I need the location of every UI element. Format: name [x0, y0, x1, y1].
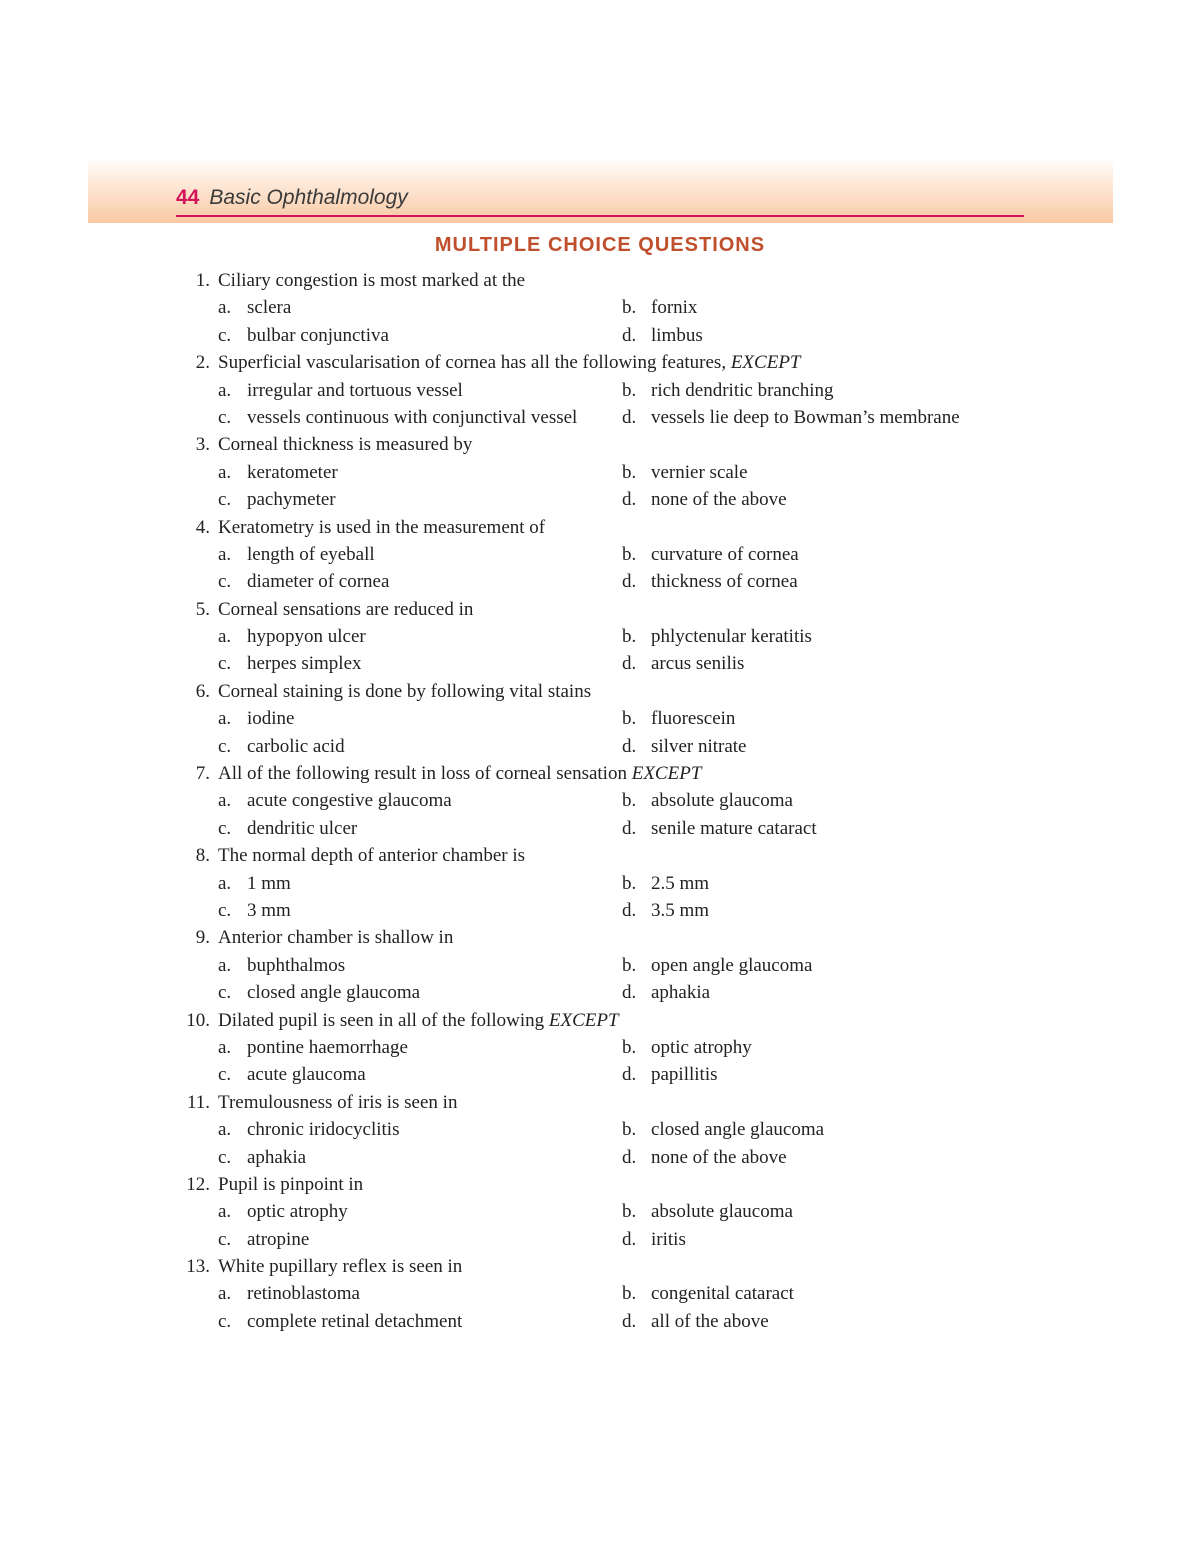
option-text: open angle glaucoma [651, 954, 813, 976]
option-text: absolute glaucoma [651, 1201, 793, 1223]
option-letter: c. [218, 1064, 232, 1086]
option-row [0, 294, 1200, 321]
question-stem [0, 431, 1200, 458]
option-row [0, 1226, 1200, 1253]
question-text [218, 267, 525, 294]
answer-option [218, 1280, 360, 1307]
option-row [0, 897, 1200, 924]
question-stem [0, 924, 1200, 951]
option-letter: c. [218, 982, 232, 1004]
option-text: none of the above [651, 489, 787, 511]
answer-option [218, 459, 338, 486]
answer-option [622, 404, 960, 431]
option-letter: b. [622, 1036, 637, 1058]
question-text [218, 678, 591, 705]
option-text: keratometer [247, 461, 338, 483]
option-letter: d. [622, 735, 637, 757]
option-text: arcus senilis [651, 653, 745, 675]
option-row [0, 1116, 1200, 1143]
option-letter: c. [218, 406, 232, 428]
option-letter: b. [622, 708, 637, 730]
option-letter: b. [622, 1201, 637, 1223]
answer-option [622, 897, 709, 924]
answer-option [218, 1308, 462, 1335]
answer-option [622, 952, 812, 979]
question-stem [0, 678, 1200, 705]
option-letter: c. [218, 1228, 232, 1250]
option-text: silver nitrate [651, 735, 747, 757]
option-letter: a. [218, 708, 232, 730]
answer-option [218, 377, 463, 404]
option-letter: d. [622, 1146, 637, 1168]
option-letter: b. [622, 297, 637, 319]
question-number: 10. [186, 1009, 210, 1031]
question-number: 7. [195, 763, 210, 785]
option-text: closed angle glaucoma [247, 982, 421, 1004]
option-text: optic atrophy [247, 1201, 348, 1223]
question-text-body: The normal depth of anterior chamber is [218, 845, 526, 867]
answer-option [218, 650, 362, 677]
question-number: 8. [195, 845, 210, 867]
answer-option [218, 1144, 306, 1171]
option-letter: a. [218, 543, 232, 565]
option-text: phlyctenular keratitis [651, 626, 812, 648]
option-text: congenital cataract [651, 1283, 794, 1305]
option-row [0, 404, 1200, 431]
option-text: 3.5 mm [651, 899, 710, 921]
question-number: 2. [195, 352, 210, 374]
option-row [0, 815, 1200, 842]
option-text: papillitis [651, 1064, 718, 1086]
answer-option [622, 650, 744, 677]
question-stem [0, 1253, 1200, 1280]
option-text: none of the above [651, 1146, 787, 1168]
option-letter: a. [218, 872, 232, 894]
option-text: 2.5 mm [651, 872, 710, 894]
section-title: MULTIPLE CHOICE QUESTIONS [434, 234, 766, 256]
option-letter: c. [218, 653, 232, 675]
question-text-body: Ciliary congestion is most marked at the [218, 270, 526, 291]
question-stem [0, 514, 1200, 541]
answer-option [622, 322, 703, 349]
option-text: curvature of cornea [651, 543, 799, 565]
answer-option [218, 486, 336, 513]
option-letter: d. [622, 1064, 637, 1086]
question-list [0, 267, 1200, 1335]
answer-option [218, 623, 366, 650]
question-stem [0, 349, 1200, 376]
answer-option [218, 733, 345, 760]
question-stem [0, 596, 1200, 623]
option-row [0, 623, 1200, 650]
option-letter: c. [218, 1146, 232, 1168]
answer-option [218, 322, 389, 349]
question-number: 4. [195, 516, 210, 538]
answer-option [622, 1061, 718, 1088]
answer-option [218, 787, 452, 814]
answer-option [218, 815, 357, 842]
option-text: vessels continuous with conjunctival vessel [247, 406, 578, 428]
option-row [0, 541, 1200, 568]
option-letter: a. [218, 461, 232, 483]
question-number: 6. [195, 680, 210, 702]
book-title: Basic Ophthalmology [209, 186, 408, 209]
answer-option [622, 1308, 769, 1335]
question-text [218, 842, 525, 869]
option-letter: a. [218, 1201, 232, 1223]
option-row [0, 459, 1200, 486]
question-number: 1. [195, 270, 210, 291]
answer-option [622, 815, 817, 842]
question-text [218, 431, 472, 458]
answer-option [622, 623, 812, 650]
answer-option [622, 1144, 787, 1171]
question-text [218, 760, 701, 787]
answer-option [622, 870, 709, 897]
option-letter: d. [622, 1228, 637, 1250]
option-letter: d. [622, 899, 637, 921]
option-row [0, 1144, 1200, 1171]
option-letter: d. [622, 489, 637, 511]
question-text-body: Corneal thickness is measured by [218, 434, 473, 456]
option-letter: b. [622, 1119, 637, 1141]
question-stem [0, 267, 1200, 294]
question-text [218, 1171, 363, 1198]
option-letter: b. [622, 954, 637, 976]
answer-option [218, 294, 291, 321]
question-text [218, 1089, 457, 1116]
option-text: aphakia [651, 982, 711, 1004]
option-letter: d. [622, 1310, 637, 1332]
option-text: optic atrophy [651, 1036, 752, 1058]
option-text: carbolic acid [247, 735, 345, 757]
question-text-body: White pupillary reflex is seen in [218, 1256, 463, 1278]
option-row [0, 1198, 1200, 1225]
option-text: buphthalmos [247, 954, 346, 976]
option-letter: d. [622, 982, 637, 1004]
option-row [0, 1280, 1200, 1307]
option-text: acute congestive glaucoma [247, 790, 452, 812]
question-text [218, 596, 473, 623]
option-text: irregular and tortuous vessel [247, 379, 463, 401]
option-text: limbus [651, 324, 703, 346]
option-letter: d. [622, 571, 637, 593]
option-letter: a. [218, 954, 232, 976]
option-row [0, 1034, 1200, 1061]
question-number: 11. [186, 1091, 210, 1113]
answer-option [622, 486, 787, 513]
answer-option [218, 568, 389, 595]
option-text: vessels lie deep to Bowman’s membrane [651, 406, 960, 428]
option-row [0, 650, 1200, 677]
question-emphasis: EXCEPT [631, 763, 702, 785]
answer-option [218, 404, 577, 431]
option-text: pontine haemorrhage [247, 1036, 408, 1058]
question-number: 9. [195, 927, 210, 949]
option-letter: c. [218, 735, 232, 757]
option-row [0, 1061, 1200, 1088]
option-letter: b. [622, 626, 637, 648]
option-row [0, 787, 1200, 814]
option-letter: b. [622, 872, 637, 894]
option-letter: a. [218, 297, 232, 319]
header-rule [176, 215, 1024, 217]
option-text: fluorescein [651, 708, 736, 730]
option-text: iritis [651, 1228, 686, 1250]
answer-option [218, 979, 420, 1006]
option-letter: c. [218, 324, 232, 346]
answer-option [218, 1198, 348, 1225]
question-stem [0, 1171, 1200, 1198]
question-emphasis: EXCEPT [548, 1009, 619, 1031]
page-number: 44 [176, 186, 200, 209]
option-letter: c. [218, 571, 232, 593]
answer-option [218, 1034, 408, 1061]
option-text: closed angle glaucoma [651, 1119, 825, 1141]
option-letter: c. [218, 1310, 232, 1332]
option-letter: c. [218, 817, 232, 839]
option-row [0, 705, 1200, 732]
option-letter: a. [218, 790, 232, 812]
option-row [0, 1308, 1200, 1335]
answer-option [622, 1280, 794, 1307]
option-letter: b. [622, 1283, 637, 1305]
option-letter: d. [622, 406, 637, 428]
option-row [0, 322, 1200, 349]
running-head [176, 186, 408, 210]
option-letter: d. [622, 653, 637, 675]
option-text: 1 mm [247, 872, 291, 894]
question-text-body: All of the following result in loss of corneal sensation [218, 763, 632, 785]
option-text: hypopyon ulcer [247, 626, 366, 648]
option-row [0, 568, 1200, 595]
answer-option [622, 1034, 752, 1061]
option-text: herpes simplex [247, 653, 362, 675]
question-number: 5. [195, 598, 210, 620]
option-text: diameter of cornea [247, 571, 390, 593]
option-row [0, 377, 1200, 404]
question-text-body: Anterior chamber is shallow in [218, 927, 454, 949]
option-text: aphakia [247, 1146, 307, 1168]
answer-option [622, 1116, 824, 1143]
question-emphasis: EXCEPT [730, 352, 801, 374]
option-row [0, 733, 1200, 760]
option-letter: d. [622, 324, 637, 346]
option-text: thickness of cornea [651, 571, 798, 593]
answer-option [218, 1226, 309, 1253]
answer-option [218, 952, 345, 979]
option-text: absolute glaucoma [651, 790, 793, 812]
option-letter: a. [218, 626, 232, 648]
answer-option [622, 294, 697, 321]
option-row [0, 870, 1200, 897]
option-letter: b. [622, 790, 637, 812]
question-text [218, 1007, 619, 1034]
question-number: 12. [186, 1173, 210, 1195]
question-text-body: Corneal sensations are reduced in [218, 598, 474, 620]
answer-option [622, 377, 834, 404]
question-text-body: Keratometry is used in the measurement of [218, 516, 546, 538]
option-text: iodine [247, 708, 295, 730]
answer-option [218, 1116, 399, 1143]
question-stem [0, 842, 1200, 869]
option-letter: a. [218, 1119, 232, 1141]
option-text: rich dendritic branching [651, 379, 834, 401]
option-letter: b. [622, 379, 637, 401]
answer-option [622, 705, 735, 732]
question-text-body: Superficial vascularisation of cornea has all the following features, [218, 352, 731, 374]
option-text: complete retinal detachment [247, 1310, 463, 1332]
answer-option [218, 870, 291, 897]
option-letter: b. [622, 543, 637, 565]
answer-option [622, 733, 747, 760]
option-text: dendritic ulcer [247, 817, 358, 839]
option-row [0, 979, 1200, 1006]
answer-option [622, 459, 748, 486]
option-text: acute glaucoma [247, 1064, 366, 1086]
question-text [218, 349, 801, 376]
question-text [218, 1253, 462, 1280]
question-text [218, 514, 545, 541]
answer-option [218, 541, 375, 568]
option-letter: a. [218, 379, 232, 401]
option-row [0, 486, 1200, 513]
answer-option [622, 979, 710, 1006]
option-text: 3 mm [247, 899, 291, 921]
option-text: vernier scale [651, 461, 748, 483]
question-stem [0, 1089, 1200, 1116]
question-text-body: Tremulousness of iris is seen in [218, 1091, 458, 1113]
option-letter: c. [218, 489, 232, 511]
option-row [0, 952, 1200, 979]
question-text-body: Dilated pupil is seen in all of the following [218, 1009, 549, 1031]
answer-option [622, 568, 798, 595]
option-text: length of eyeball [247, 543, 375, 565]
answer-option [218, 1061, 366, 1088]
question-number: 3. [195, 434, 210, 456]
answer-option [622, 1226, 686, 1253]
option-letter: a. [218, 1283, 232, 1305]
option-text: fornix [651, 297, 698, 319]
question-text-body: Pupil is pinpoint in [218, 1173, 364, 1195]
answer-option [218, 705, 295, 732]
question-number: 13. [186, 1256, 210, 1278]
option-text: atropine [247, 1228, 310, 1250]
answer-option [622, 541, 799, 568]
option-text: bulbar conjunctiva [247, 324, 389, 346]
option-text: pachymeter [247, 489, 336, 511]
option-text: retinoblastoma [247, 1283, 360, 1305]
answer-option [622, 787, 793, 814]
option-letter: b. [622, 461, 637, 483]
option-text: sclera [247, 297, 292, 319]
answer-option [218, 897, 291, 924]
option-text: all of the above [651, 1310, 769, 1332]
question-stem [0, 1007, 1200, 1034]
option-letter: d. [622, 817, 637, 839]
question-text [218, 924, 453, 951]
option-letter: a. [218, 1036, 232, 1058]
question-stem [0, 760, 1200, 787]
option-text: chronic iridocyclitis [247, 1119, 400, 1141]
option-text: senile mature cataract [651, 817, 817, 839]
option-letter: c. [218, 899, 232, 921]
question-text-body: Corneal staining is done by following vital stains [218, 680, 592, 702]
answer-option [622, 1198, 793, 1225]
